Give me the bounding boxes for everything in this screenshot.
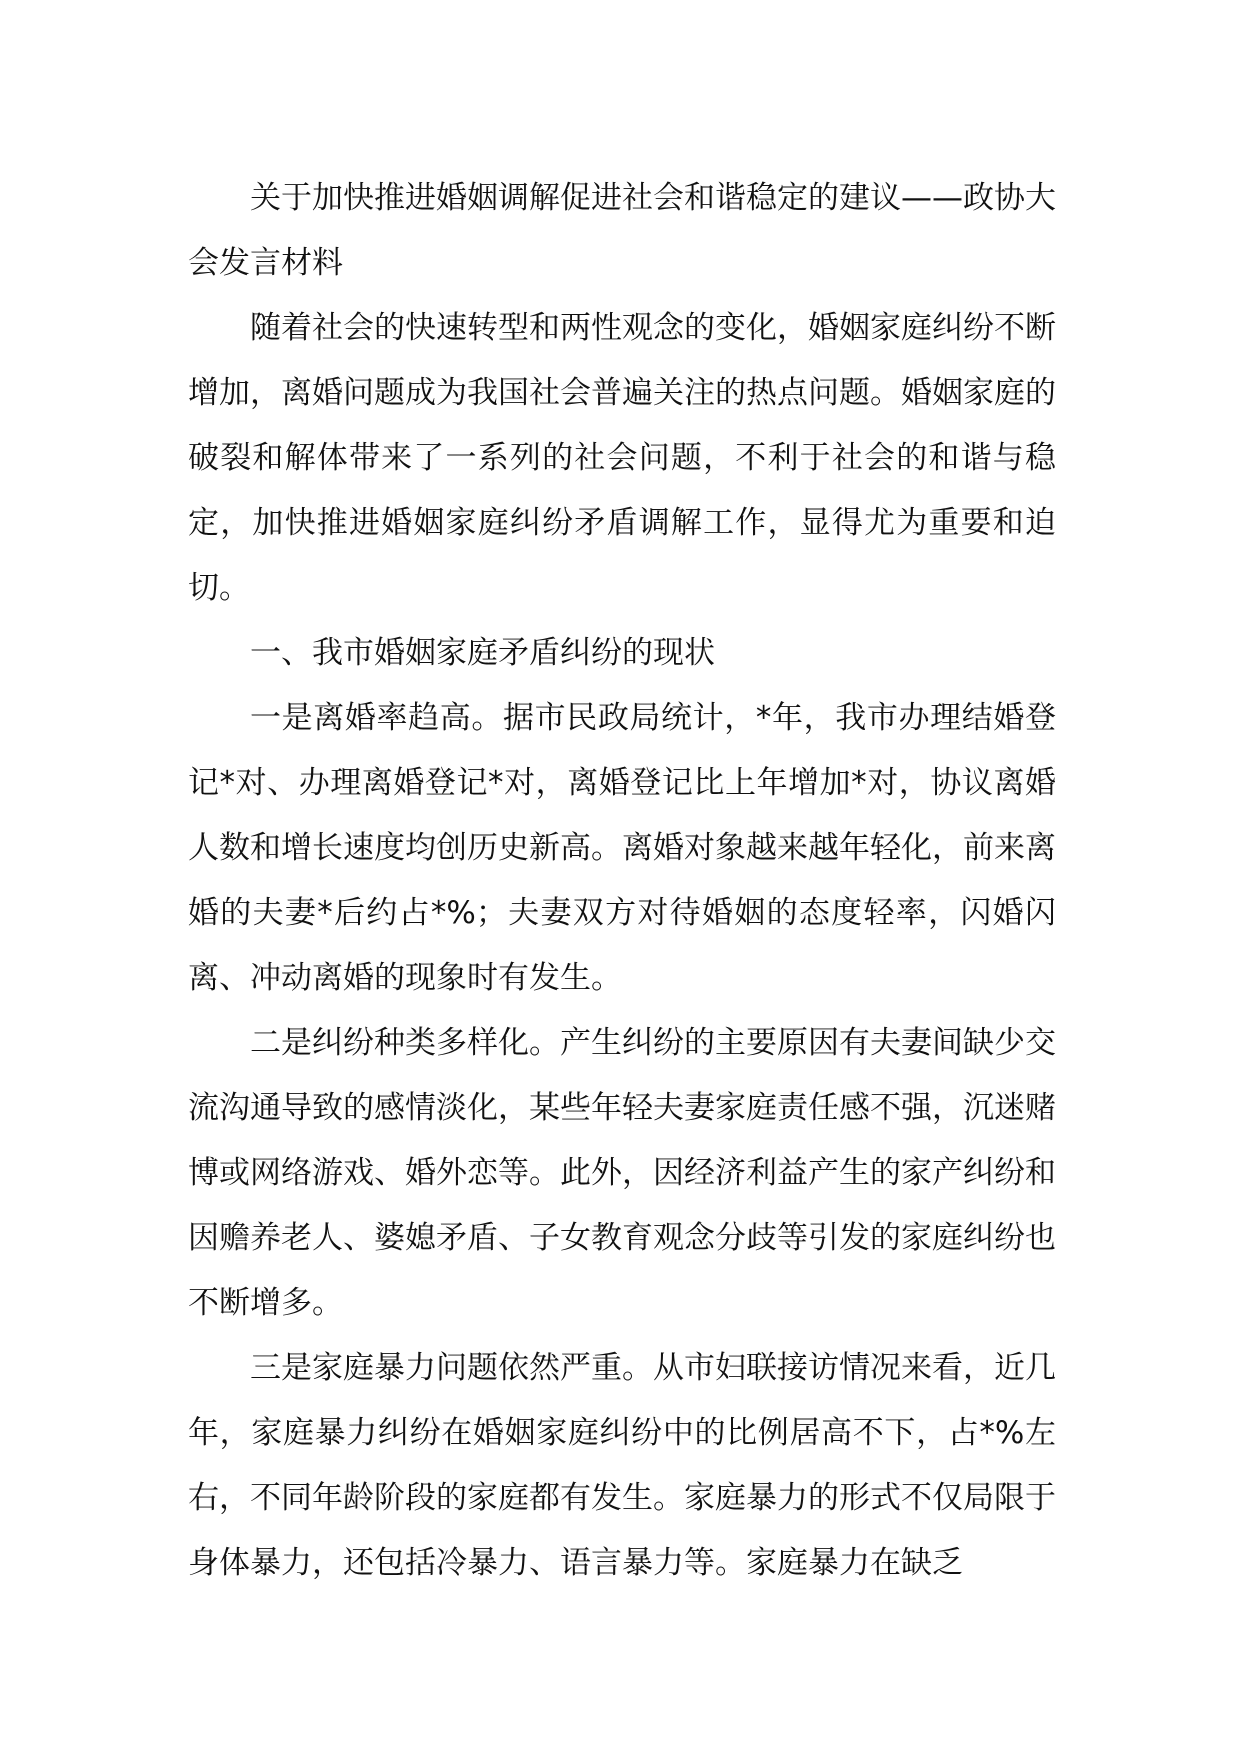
paragraph-domestic-violence: 三是家庭暴力问题依然严重。从市妇联接访情况来看，近几年，家庭暴力纠纷在婚姻家庭纠纷中的比例居高不下，占*%左右，不同年龄阶段的家庭都有发生。家庭暴力的形式不仅局限于身体暴力，还包括冷暴力、语言暴力等。家庭暴力在缺乏 <box>188 1350 1056 1581</box>
document-title: 关于加快推进婚姻调解促进社会和谐稳定的建议——政协大会发言材料 <box>188 180 1056 281</box>
document-page <box>188 166 1056 1596</box>
paragraph-dispute-types: 二是纠纷种类多样化。产生纠纷的主要原因有夫妻间缺少交流沟通导致的感情淡化，某些年轻夫妻家庭责任感不强，沉迷赌博或网络游戏、婚外恋等。此外，因经济利益产生的家产纠纷和因赡养老人、婆媳矛盾、子女教育观念分歧等引发的家庭纠纷也不断增多。 <box>188 1025 1056 1321</box>
paragraph-divorce-rate: 一是离婚率趋高。据市民政局统计，*年，我市办理结婚登记*对、办理离婚登记*对，离婚登记比上年增加*对，协议离婚人数和增长速度均创历史新高。离婚对象越来越年轻化，前来离婚的夫妻*后约占*%；夫妻双方对待婚姻的态度轻率，闪婚闪离、冲动离婚的现象时有发生。 <box>188 700 1056 996</box>
paragraph-intro: 随着社会的快速转型和两性观念的变化，婚姻家庭纠纷不断增加，离婚问题成为我国社会普遍关注的热点问题。婚姻家庭的破裂和解体带来了一系列的社会问题，不利于社会的和谐与稳定，加快推进婚姻家庭纠纷矛盾调解工作，显得尤为重要和迫切。 <box>188 310 1056 606</box>
section-heading: 一、我市婚姻家庭矛盾纠纷的现状 <box>250 635 715 671</box>
